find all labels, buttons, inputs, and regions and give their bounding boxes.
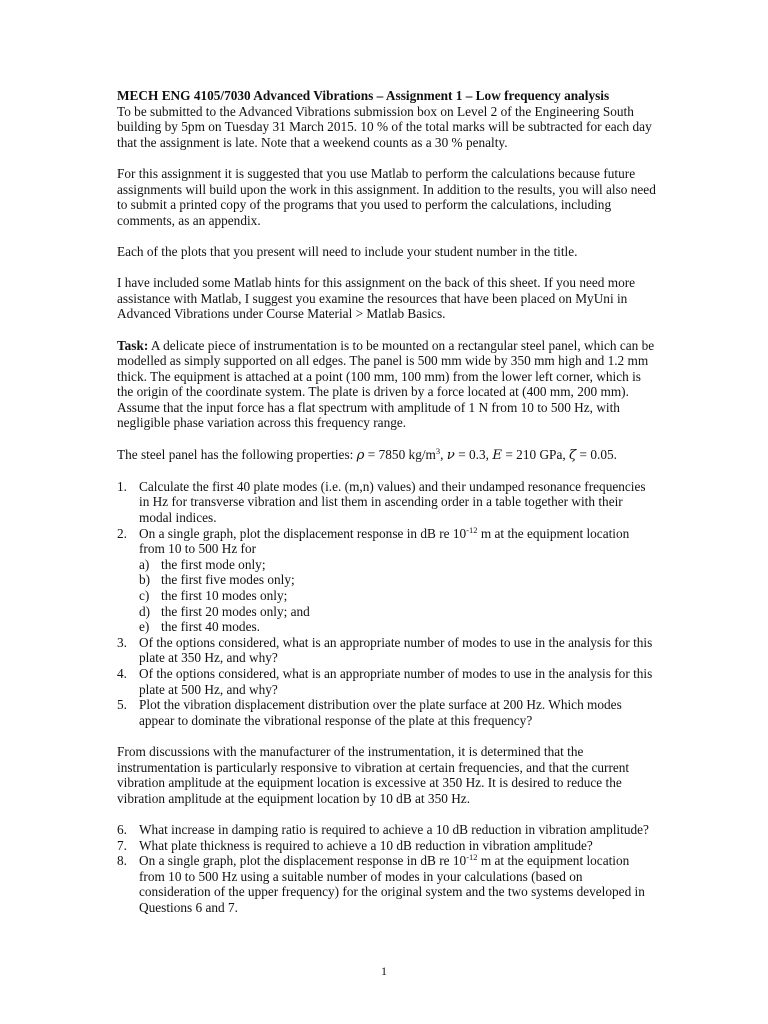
question-number: 6. [117,821,127,837]
assignment-title: MECH ENG 4105/7030 Advanced Vibrations – Assignment 1 – Low frequency analysis [117,88,610,103]
sub-option-letter: a) [139,556,150,572]
question-text-pre: On a single graph, plot the displacement response in dB re 10 [139,853,467,869]
followup-paragraph: From discussions with the manufacturer of the instrumentation, it is determined that the instrumentation is particularly responsive to vibration at certain frequencies, and that the current vibration amplitude at the equipment location is excessive at 350 Hz. It is desired to reduce the vibration amplitude at the equipment location by 10 dB at 350 Hz. [117,743,630,806]
nu-value: = 0.3, [454,446,493,462]
questions-list-part-1 [117,479,657,729]
question-text: Of the options considered, what is an appropriate number of modes to use in the analysis for this plate at 350 Hz, and why? [139,634,653,666]
question-number: 5. [117,697,127,713]
submission-instructions: To be submitted to the Advanced Vibrations submission box on Level 2 of the Engineering South building by 5pm on Tuesday 31 March 2015. 10 % of the total marks will be subtracted for each day that the assignment is late. Note that a weekend counts as a 30 % penalty. [117,103,652,150]
intro-paragraph-matlab: For this assignment it is suggested that you use Matlab to perform the calculations because future assignments will build upon the work in this assignment. In addition to the results, you will also need to submit a printed copy of the programs that you used to perform the calculations, including comments, as an appendix. [117,165,656,228]
nu-symbol: ν [446,447,455,463]
questions-list-part-2 [117,822,657,916]
question-item-5 [117,697,657,728]
question-number: 8. [117,853,127,869]
question-text: Calculate the first 40 plate modes (i.e. (m,n) values) and their undamped resonance frequencies in Hz for transverse vibration and list them in ascending order in a table together with their modal indices. [139,478,646,526]
question-exponent: -12 [466,524,478,535]
sub-option-text: the first 10 modes only; [161,588,288,603]
sub-option-item [139,588,657,604]
rho-value: = 7850 kg/m [364,446,436,462]
question-number: 2. [117,525,127,541]
sub-option-item [139,572,657,588]
sub-option-item [139,604,657,620]
rho-exponent: 3 [435,445,441,456]
assignment-header [117,88,657,150]
properties-separator: , [440,446,447,462]
page-number: 1 [381,964,387,978]
sub-option-letter: d) [139,603,151,619]
question-item-7 [117,838,657,854]
question-text-post: m at the equipment location from 10 to 500 Hz for [139,525,630,557]
sub-option-item [139,557,657,573]
task-paragraph [117,338,657,432]
sub-option-letter: c) [139,588,150,603]
question-number: 1. [117,478,127,494]
intro-paragraph-student-number: Each of the plots that you present will need to include your student number in the title. [117,243,578,259]
e-symbol: E [492,447,503,463]
task-description: A delicate piece of instrumentation is to be mounted on a rectangular steel panel, which can be modelled as simply supported on all edges. The panel is 500 mm wide by 350 mm high and 1.2 mm thick. The equipment is attached at a point (100 mm, 100 mm) from the lower left corner, which is the origin of the coordinate system. The plate is driven by a force located at (400 mm, 200 mm). Assume that the input force has a flat spectrum with amplitude of 1 N from 10 to 500 Hz, with negligible phase variation across this frequency range. [117,337,655,431]
properties-intro: The steel panel has the following properties: [117,446,357,462]
question-text-post: m at the equipment location from 10 to 500 Hz using a suitable number of modes in your calculations (based on consideration of the upper frequency) for the original system and the two systems developed in Questions 6 and 7. [139,853,645,915]
task-label: Task: [117,337,149,353]
question-text: What plate thickness is required to achieve a 10 dB reduction in vibration amplitude? [139,837,593,853]
question-item-3 [117,635,657,666]
sub-options-list [139,557,657,635]
question-item-1 [117,479,657,526]
question-text: Of the options considered, what is an appropriate number of modes to use in the analysis for this plate at 500 Hz, and why? [139,665,653,697]
question-number: 7. [117,837,127,853]
intro-paragraph-matlab-hints: I have included some Matlab hints for this assignment on the back of this sheet. If you need more assistance with Matlab, I suggest you examine the resources that have been placed on MyUni in Advanced Vibrations under Course Material > Matlab Basics. [117,275,636,322]
zeta-symbol: ζ [569,447,577,463]
e-value: = 210 GPa, [502,446,569,462]
zeta-value: = 0.05. [576,446,617,462]
question-text: What increase in damping ratio is required to achieve a 10 dB reduction in vibration amplitude? [139,821,649,837]
question-item-6 [117,822,657,838]
question-number: 4. [117,665,127,681]
question-item-2 [117,526,657,635]
sub-option-text: the first 40 modes. [161,619,260,635]
question-item-8 [117,853,657,915]
rho-symbol: ρ [356,447,365,463]
question-exponent: -12 [466,852,478,863]
sub-option-letter: e) [139,619,150,635]
question-number: 3. [117,634,127,650]
sub-option-text: the first five modes only; [161,572,295,588]
sub-option-letter: b) [139,572,151,588]
sub-option-item [139,619,657,635]
page-content [117,88,657,931]
question-item-4 [117,666,657,697]
question-text-pre: On a single graph, plot the displacement response in dB re 10 [139,525,467,541]
sub-option-text: the first mode only; [161,556,266,572]
question-text: Plot the vibration displacement distribution over the plate surface at 200 Hz. Which modes appear to dominate the vibrational response of the plate at this frequency? [139,697,622,728]
sub-option-text: the first 20 modes only; and [161,603,310,619]
panel-properties [117,447,657,464]
